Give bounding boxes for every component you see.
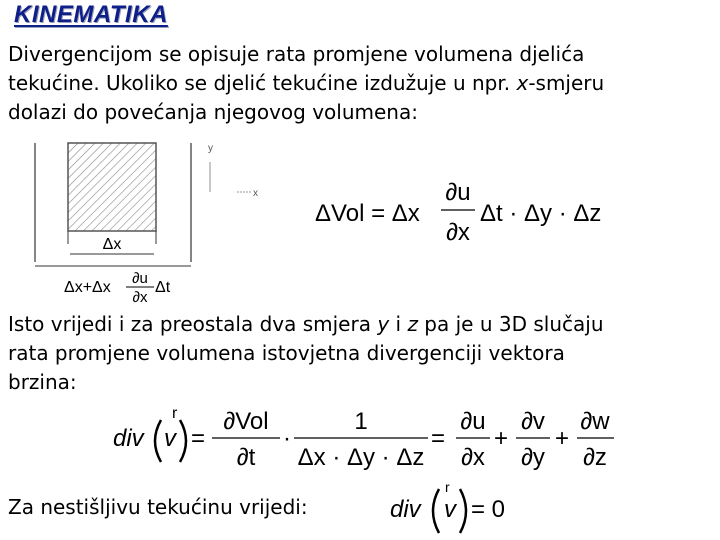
f2-d1: ∂t [236, 444, 256, 471]
f3-v: v [444, 496, 456, 523]
f2-dot: · [283, 425, 291, 452]
stretched-frac-den: ∂x [132, 289, 148, 306]
f2-eq2: = [431, 425, 446, 452]
f1-rhs: Δt · Δy · Δz [480, 200, 602, 227]
f2-paren-left [155, 420, 161, 462]
div-line-3: brzina: [8, 370, 77, 394]
div-line-1-b: i [389, 312, 408, 336]
f2-plus2: + [555, 425, 570, 452]
f1-lhs: ΔVol = Δx [315, 200, 420, 227]
f1-den: ∂x [446, 219, 470, 246]
div-line-1-c: pa je u 3D slučaju [417, 312, 604, 336]
f2-vec: r [172, 405, 178, 422]
dx-label: Δx [102, 236, 122, 253]
intro-line-1: Divergencijom se opisuje rata promjene volumena djelića [8, 42, 585, 66]
f3-div: div [390, 496, 421, 523]
f2-n5: ∂w [580, 408, 610, 435]
stretch-diagram [35, 143, 258, 306]
formula-divergence [113, 405, 614, 471]
formula-incompressible [390, 479, 505, 533]
f2-n1: ∂Vol [223, 408, 269, 435]
div-var-z: z [407, 312, 418, 336]
fluid-element-square [68, 143, 156, 231]
y-axis-label: y [208, 143, 213, 154]
div-line-2: rata promjene volumena istovjetna divergenciji vektora [8, 341, 565, 365]
stretched-frac-num: ∂u [132, 270, 148, 287]
slide-title: KINEMATIKA [14, 1, 168, 28]
f2-v: v [164, 425, 176, 452]
div-line-1-a: Isto vrijedi i za preostala dva smjera [8, 312, 378, 336]
f2-paren-right [180, 420, 186, 462]
div-var-y: y [377, 312, 390, 336]
f2-n2: 1 [354, 408, 368, 435]
intro-var-x: x [516, 71, 529, 95]
x-axis-label: x [253, 188, 258, 199]
intro-line-3: dolazi do povećanja njegovog volumena: [8, 100, 418, 124]
f2-plus1: + [494, 425, 509, 452]
f3-paren-left [433, 489, 439, 533]
f2-eq: = [191, 425, 206, 452]
f2-d5: ∂z [583, 444, 607, 471]
f2-d2: Δx · Δy · Δz [297, 444, 425, 471]
f2-n4: ∂v [521, 408, 545, 435]
f1-num: ∂u [445, 179, 471, 206]
f2-d4: ∂y [521, 444, 545, 471]
f2-n3: ∂u [460, 408, 486, 435]
stretched-label-b: Δt [155, 279, 171, 296]
stretched-label-a: Δx+Δx [64, 279, 111, 296]
formula-delta-vol [315, 179, 601, 246]
f3-eq: = 0 [471, 496, 506, 523]
f3-vec: r [445, 479, 450, 495]
incompressible-text: Za nestišljivu tekućinu vrijedi: [8, 495, 308, 519]
intro-line-2-end: -smjeru [528, 71, 605, 95]
f3-paren-right [460, 489, 466, 533]
intro-line-2-text: tekućine. Ukoliko se djelić tekućine izdužuje u npr. [8, 71, 517, 95]
f2-d3: ∂x [461, 444, 485, 471]
f2-div: div [113, 425, 144, 452]
